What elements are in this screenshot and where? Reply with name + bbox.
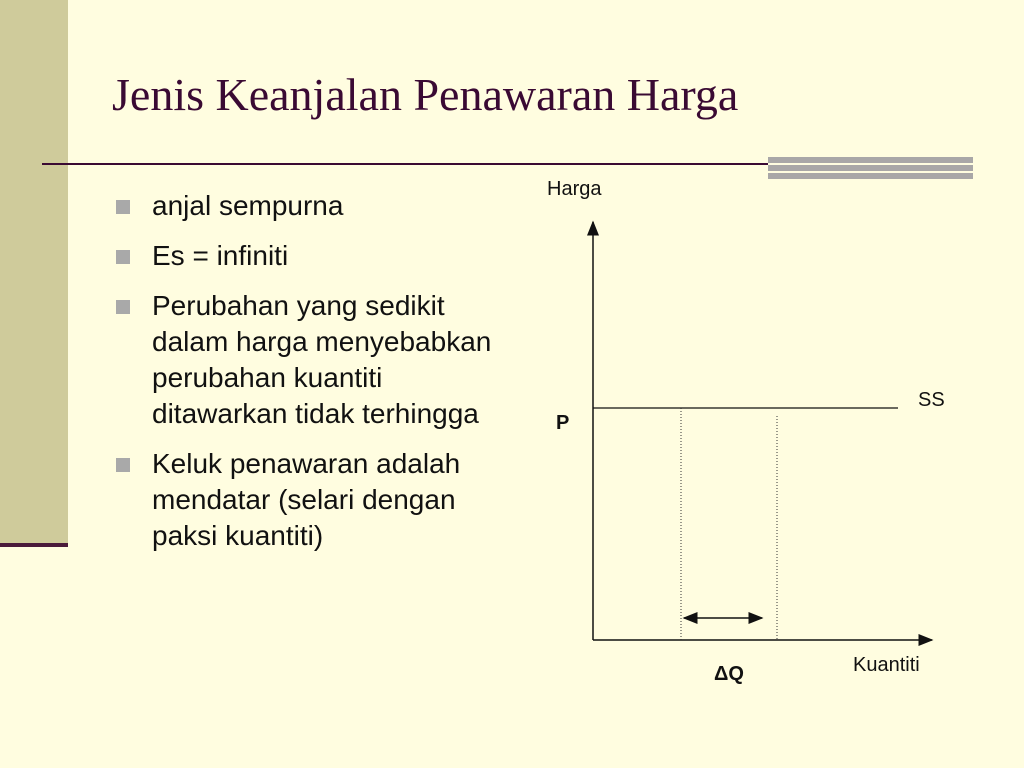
- bullet-text: Es = infiniti: [152, 240, 289, 271]
- price-label: P: [556, 412, 570, 434]
- bullet-text: Keluk penawaran adalah mendatar (selari dengan paksi kuantiti): [152, 448, 461, 551]
- bullet-text: anjal sempurna: [152, 190, 344, 221]
- x-axis-label: Kuantiti: [853, 654, 920, 676]
- delta-q-label: ΔQ: [714, 663, 744, 685]
- slide-title: Jenis Keanjalan Penawaran Harga: [112, 69, 739, 120]
- y-axis-label: Harga: [547, 178, 602, 200]
- supply-label: SS: [918, 389, 945, 411]
- bullet-text: Perubahan yang sedikit dalam harga menyebabkan perubahan kuantiti ditawarkan tidak terhingga: [152, 290, 492, 429]
